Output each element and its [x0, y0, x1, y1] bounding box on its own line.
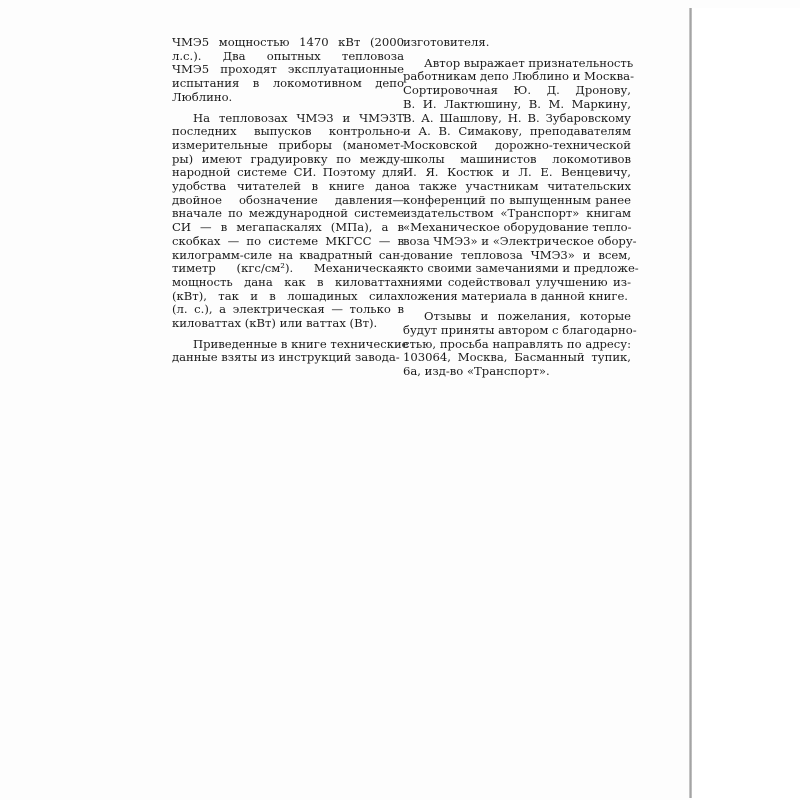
paragraph	[403, 36, 631, 50]
paragraph	[403, 55, 639, 304]
text-line: ЧМЭ5 мощностью 1470 кВт (2000	[172, 35, 404, 49]
text-line: (кВт), так и в лошадиных силах	[172, 288, 404, 303]
text-line: испытания в локомотивном депо	[172, 76, 404, 91]
text-line: киловаттах (кВт) или ваттах (Вт).	[172, 316, 378, 331]
text-line: конференций по выпущенным ранее	[403, 192, 631, 207]
text-line: ЧМЭ5 проходят эксплуатационные	[172, 62, 404, 77]
text-line: школы машинистов локомотивов	[403, 151, 631, 166]
text-line: В. И. Лактюшину, В. М. Маркину,	[403, 96, 631, 111]
text-line: измерительные приборы (маномет-	[172, 137, 404, 152]
text-line: Сортировочная Ю. Д. Дронову,	[403, 83, 631, 98]
text-line: СИ — в мегапаскалях (МПа), а в	[172, 220, 404, 235]
text-line: На тепловозах ЧМЭ3 и ЧМЭ3Т	[193, 110, 404, 125]
text-line: двойное обозначение давления—	[172, 192, 404, 207]
text-line: работникам депо Люблино и Москва-	[403, 69, 635, 84]
text-line: ложения материала в данной книге.	[403, 288, 628, 303]
paragraph	[172, 336, 409, 365]
text-line: «Механическое оборудование тепло-	[403, 220, 632, 235]
text-line: ниями содействовал улучшению из-	[403, 274, 631, 289]
text-line: мощность дана как в киловаттах	[172, 274, 404, 289]
text-line: Московской дорожно-технической	[403, 137, 631, 152]
text-line: данные взяты из инструкций завода-	[172, 350, 400, 365]
text-line: Приведенные в книге технические	[193, 336, 409, 351]
text-line: последних выпусков контрольно-	[172, 124, 404, 139]
text-line: и А. В. Симакову, преподавателям	[403, 124, 631, 139]
text-line: ры) имеют градуировку по между-	[172, 151, 404, 166]
text-line: Отзывы и пожелания, которые	[424, 309, 631, 324]
text-line: удобства читателей в книге дано	[172, 179, 404, 194]
text-line: Люблино.	[172, 89, 233, 104]
text-line: воза ЧМЭ3» и «Электрическое обору-	[403, 233, 637, 248]
paragraph	[172, 36, 404, 105]
text-line: а также участникам читательских	[403, 179, 631, 194]
text-line: будут приняты автором с благодарно-	[403, 323, 637, 338]
text-line: вначале по международной системе	[172, 206, 404, 221]
paragraph	[403, 309, 637, 379]
text-line: (л. с.), а электрическая — только в	[172, 302, 404, 317]
text-line: кто своими замечаниями и предложе-	[403, 261, 639, 276]
text-line: 6а, изд-во «Транспорт».	[403, 364, 550, 379]
text-line: Автор выражает признательность	[424, 55, 634, 70]
text-line: И. Я. Костюк и Л. Е. Венцевичу,	[403, 165, 631, 180]
text-line: л.с.). Два опытных тепловоза	[172, 48, 404, 63]
text-line: 103064, Москва, Басманный тупик,	[403, 350, 631, 365]
left-text-column	[172, 35, 409, 366]
text-line: скобках — по системе МКГСС — в	[172, 233, 404, 248]
paragraph	[172, 112, 404, 331]
text-line: дование тепловоза ЧМЭ3» и всем,	[403, 247, 631, 262]
text-line: В. А. Шашлову, Н. В. Зубаровскому	[403, 110, 631, 125]
text-line: изготовителя.	[403, 35, 490, 49]
text-line: тиметр (кгс/см²). Механическая	[172, 261, 404, 276]
text-line: народной системе СИ. Поэтому для	[172, 165, 404, 180]
right-text-column	[403, 35, 639, 380]
text-line: издательством «Транспорт» книгам	[403, 206, 631, 221]
text-line: килограмм-силе на квадратный сан-	[172, 247, 404, 262]
page-edge-margin	[692, 8, 800, 800]
text-line: стью, просьба направлять по адресу:	[403, 336, 631, 351]
